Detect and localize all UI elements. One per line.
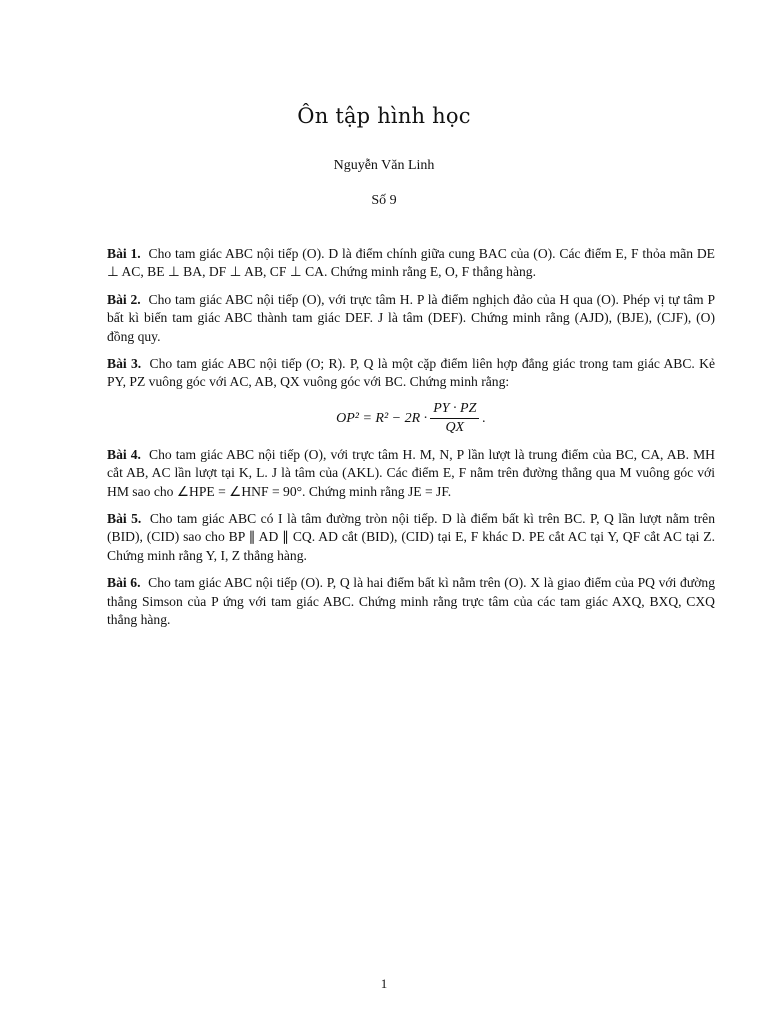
formula-fraction	[430, 401, 479, 436]
problem-label: Bài 3.	[107, 356, 142, 372]
formula-end: .	[482, 410, 486, 426]
problem-3-statement	[107, 355, 715, 392]
problem-text: Cho tam giác ABC nội tiếp (O), với trực tâm H. M, N, P lần lượt là trung điểm của BC, CA, AB. MH cắt AB, AC lần lượt tại K, L. J là tâm của (AKL). Các điểm E, F nằm trên đường thẳng qua M vuông góc với HM sao cho ∠HPE = ∠HNF = 90°. Chứng minh rằng JE = JF.	[107, 446, 715, 499]
document-issue: Số 9	[371, 193, 397, 208]
problem-text: Cho tam giác ABC nội tiếp (O), với trực tâm H. P là điểm nghịch đảo của H qua (O). Phép vị tự tâm P bất kì biến tam giác ABC thành tam giác DEF. J là tâm (DEF). Chứng minh rằng (AJD), (BJE), (CJF), (O) đồng quy.	[107, 291, 716, 344]
problem-label: Bài 4.	[107, 446, 141, 462]
problem-3-formula	[107, 402, 715, 436]
problem-5	[107, 510, 715, 565]
problem-6	[107, 574, 715, 629]
problem-4	[107, 446, 715, 501]
problem-label: Bài 1.	[107, 246, 141, 261]
problem-text: Cho tam giác ABC nội tiếp (O). D là điểm chính giữa cung BAC của (O). Các điểm E, F thỏa mãn DE ⊥ AC, BE ⊥ BA, DF ⊥ AB, CF ⊥ CA. Chứng minh rằng E, O, F thẳng hàng.	[107, 246, 715, 280]
problem-label: Bài 6.	[107, 575, 141, 591]
document-author: Nguyễn Văn Linh	[333, 158, 435, 173]
problem-text: Cho tam giác ABC nội tiếp (O). P, Q là hai điểm bất kì nằm trên (O). X là giao điểm của PQ với đường thẳng Simson của P ứng với tam giác ABC. Chứng minh rằng trực tâm của các tam giác AXQ, BXQ, CXQ thẳng hàng.	[107, 575, 715, 628]
problem-list	[107, 245, 715, 639]
page-number: 1	[380, 976, 388, 991]
problem-2	[107, 291, 715, 346]
problem-3	[107, 355, 715, 436]
problem-label: Bài 2.	[107, 291, 141, 307]
problem-1	[107, 245, 715, 282]
document-title: Ôn tập hình học	[297, 104, 471, 128]
formula-numerator: PY · PZ	[430, 401, 479, 419]
problem-label: Bài 5.	[107, 511, 142, 527]
problem-text: Cho tam giác ABC nội tiếp (O; R). P, Q là một cặp điểm liên hợp đẳng giác trong tam giác ABC. Kẻ PY, PZ vuông góc với AC, AB, QX vuông góc với BC. Chứng minh rằng:	[107, 356, 715, 390]
formula-denominator: QX	[445, 420, 465, 436]
formula-lhs: OP² = R² − 2R ·	[336, 410, 428, 426]
problem-text: Cho tam giác ABC có I là tâm đường tròn nội tiếp. D là điểm bất kì trên BC. P, Q lần lượt nằm trên (BID), (CID) sao cho BP ∥ AD ∥ CQ. AD cắt (BID), (CID) tại E, F khác D. PE cắt AC tại Y, QF cắt AC tại Z. Chứng minh rằng Y, I, Z thẳng hàng.	[107, 511, 715, 563]
